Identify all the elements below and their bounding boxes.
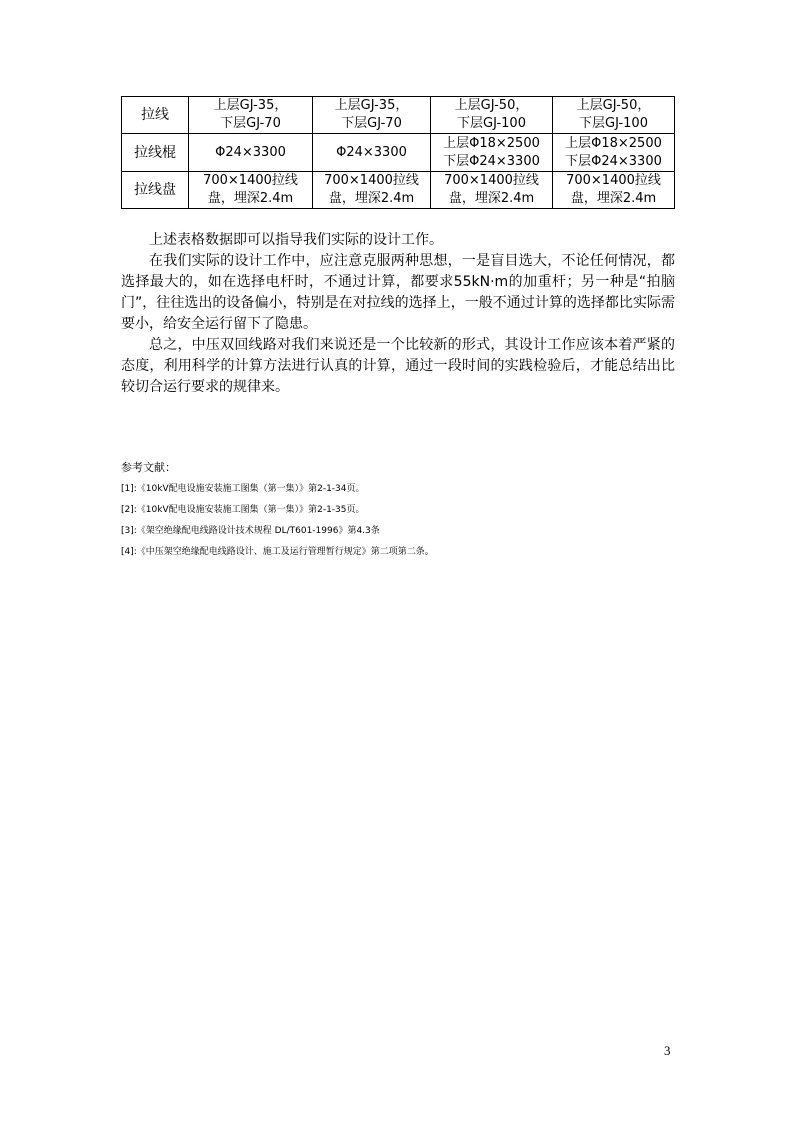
cell-line: 盘，埋深2.4m: [448, 191, 535, 206]
table-cell: [553, 134, 675, 172]
table-cell: [313, 134, 431, 172]
table-cell: [313, 172, 431, 209]
row-header-label: 拉线棍: [134, 144, 176, 161]
guy-wire-spec-table: [121, 96, 675, 209]
cell-line: 盘，埋深2.4m: [570, 191, 657, 206]
page-number: 3: [664, 1043, 671, 1058]
table-cell: [189, 97, 313, 134]
table-cell: [431, 97, 553, 134]
table-cell: [431, 172, 553, 209]
table-cell: [189, 134, 313, 172]
references-title: 参考文献：: [121, 461, 176, 474]
table-cell: [553, 97, 675, 134]
cell-line: 上层Φ18×2500: [565, 135, 662, 151]
table-cell: [313, 97, 431, 134]
table-cell: [553, 172, 675, 209]
cell-line: 上层GJ-50，: [454, 98, 529, 113]
cell-line: 下层Φ24×3300: [443, 153, 540, 169]
cell-line: 上层GJ-35，: [213, 98, 288, 113]
cell-line: 700×1400拉线: [324, 173, 419, 188]
reference-item: [2]:《10kV配电设施安装施工图集（第一集）》第2-1-35页。: [121, 505, 365, 515]
reference-item: [4]:《中压架空绝缘配电线路设计、施工及运行管理暂行规定》第二项第二条。: [121, 547, 434, 557]
cell-line: 下层GJ-70: [220, 116, 281, 131]
cell-line: 盘，埋深2.4m: [207, 191, 294, 206]
reference-item: [3]:《架空绝缘配电线路设计技术规程 DL/T601-1996》第4.3条: [121, 526, 380, 536]
table-row: [122, 97, 675, 134]
row-header-cell: [122, 97, 189, 134]
paragraph: 在我们实际的设计工作中，应注意克服两种思想，一是盲目选大，不论任何情况，都选择最大的，如在选择电杆时，不通过计算，都要求55kN·m的加重杆；另一种是“拍脑门”，往往选出的设备偏小，特别是在对拉线的选择上，一般不通过计算的选择都比实际需要小，给安全运行留下了隐患。: [121, 253, 675, 332]
row-header-cell: [122, 134, 189, 172]
cell-line: 上层GJ-50，: [576, 98, 651, 113]
table-cell: [189, 172, 313, 209]
cell-line: 下层GJ-70: [341, 116, 402, 131]
cell-line: 下层Φ24×3300: [565, 153, 662, 169]
cell-line: Φ24×3300: [336, 144, 407, 160]
cell-line: 下层GJ-100: [579, 116, 648, 131]
cell-line: 上层GJ-35，: [334, 98, 409, 113]
cell-line: 700×1400拉线: [566, 173, 661, 188]
body-text: [121, 230, 675, 398]
table-cell: [431, 134, 553, 172]
table-row: [122, 172, 675, 209]
cell-line: 上层Φ18×2500: [443, 135, 540, 151]
table-row: [122, 134, 675, 172]
row-header-label: 拉线盘: [134, 182, 176, 198]
cell-line: Φ24×3300: [215, 144, 286, 160]
cell-line: 盘，埋深2.4m: [328, 191, 415, 206]
paragraph: 上述表格数据即可以指导我们实际的设计工作。: [149, 232, 443, 248]
cell-line: 下层GJ-100: [457, 116, 526, 131]
cell-line: 700×1400拉线: [444, 173, 539, 188]
references-section: [121, 461, 681, 567]
row-header-cell: [122, 172, 189, 209]
cell-line: 700×1400拉线: [203, 173, 298, 188]
reference-item: [1]:《10kV配电设施安装施工图集（第一集）》第2-1-34页。: [121, 484, 365, 494]
paragraph: 总之，中压双回线路对我们来说还是一个比较新的形式，其设计工作应该本着严紧的态度，利用科学的计算方法进行认真的计算，通过一段时间的实践检验后，才能总结出比较切合运行要求的规律来。: [121, 337, 675, 395]
row-header-label: 拉线: [141, 107, 169, 123]
